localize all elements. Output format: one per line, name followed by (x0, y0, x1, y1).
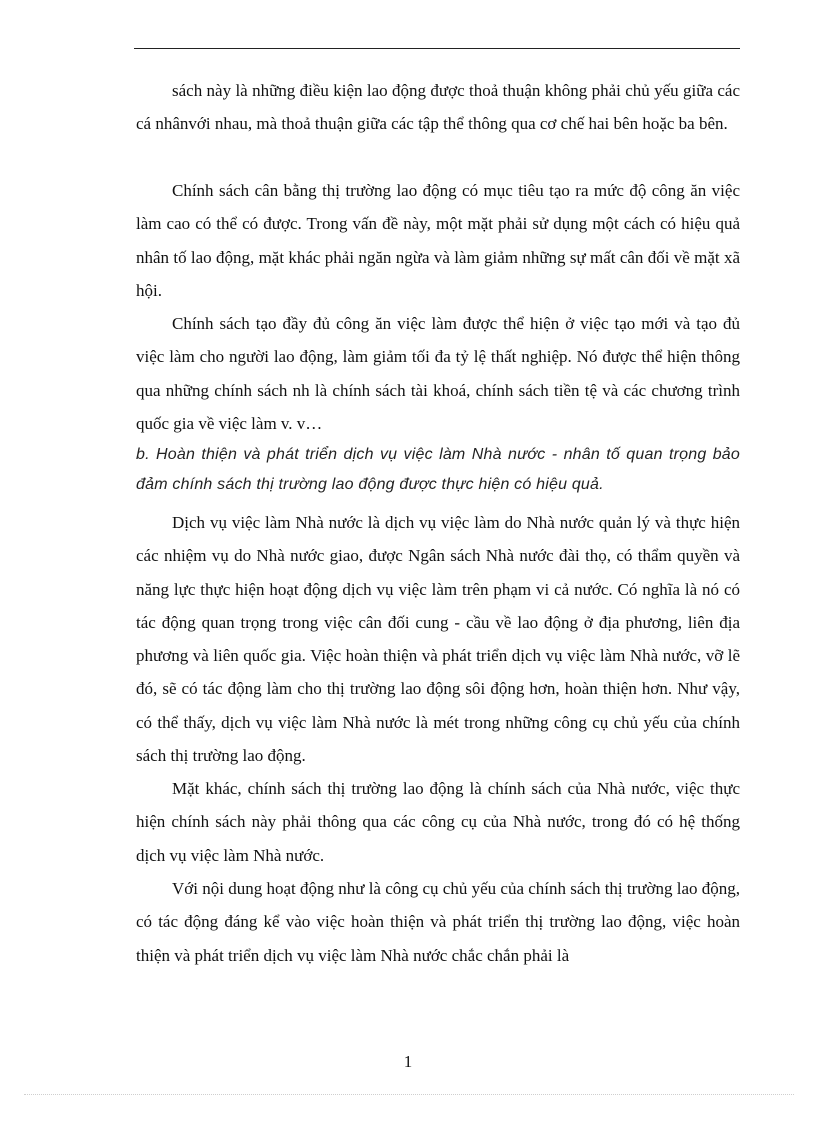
footer-dotted-line (24, 1094, 794, 1095)
paragraph-2: Chính sách cân bằng thị trường lao động có mục tiêu tạo ra mức độ công ăn việc làm cao có thể có được. Trong vấn đề này, một mặt phải sử dụng một cách có hiệu quả nhân tố lao động, mặt khác phải ngăn ngừa và làm giảm những sự mất cân đối về mặt xã hội. (136, 181, 740, 300)
paragraph-5: Mặt khác, chính sách thị trường lao động là chính sách của Nhà nước, việc thực hiện chính sách này phải thông qua các công cụ của Nhà nước, trong đó có hệ thống dịch vụ việc làm Nhà nước. (136, 779, 740, 865)
paragraph-6: Với nội dung hoạt động như là công cụ chủ yếu của chính sách thị trường lao động, có tác động đáng kể vào việc hoàn thiện và phát triển thị trường lao động, việc hoàn thiện và phát triển dịch vụ việc làm Nhà nước chắc chắn phải là (136, 879, 741, 965)
section-heading: b. Hoàn thiện và phát triển dịch vụ việc làm Nhà nước - nhân tố quan trọng bảo đảm chính sách thị trường lao động được thực hiện có hiệu quả. (136, 446, 740, 493)
page-number: 1 (403, 1052, 413, 1071)
page-body (136, 74, 740, 972)
paragraph-1: sách này là những điều kiện lao động được thoả thuận không phải chủ yếu giữa các cá nhânvới nhau, mà thoả thuận giữa các tập thể thông qua cơ chế hai bên hoặc ba bên. (136, 81, 740, 134)
header-rule (134, 48, 740, 49)
paragraph-3: Chính sách tạo đầy đủ công ăn việc làm được thể hiện ở việc tạo mới và tạo đủ việc làm cho người lao động, làm giảm tối đa tỷ lệ thất nghiệp. Nó được thể hiện thông qua những chính sách nh là chính sách tài khoá, chính sách tiền tệ và các chương trình quốc gia về việc làm v. v… (136, 314, 740, 433)
paragraph-4: Dịch vụ việc làm Nhà nước là dịch vụ việc làm do Nhà nước quản lý và thực hiện các nhiệm vụ do Nhà nước giao, được Ngân sách Nhà nước đài thọ, có thẩm quyền và năng lực thực hiện hoạt động dịch vụ việc làm trên phạm vi cả nước. Có nghĩa là nó có tác động quan trọng trong việc cân đối cung - cầu về lao động ở địa phương, liên địa phương và liên quốc gia. Việc hoàn thiện và phát triển dịch vụ việc làm Nhà nước, vỡ lẽ đó, sẽ có tác động làm cho thị trường lao động sôi động hơn, hoàn thiện hơn. Như vậy, có thể thấy, dịch vụ việc làm Nhà nước là mét trong những công cụ chủ yếu của chính sách thị trường lao động. (136, 513, 740, 766)
